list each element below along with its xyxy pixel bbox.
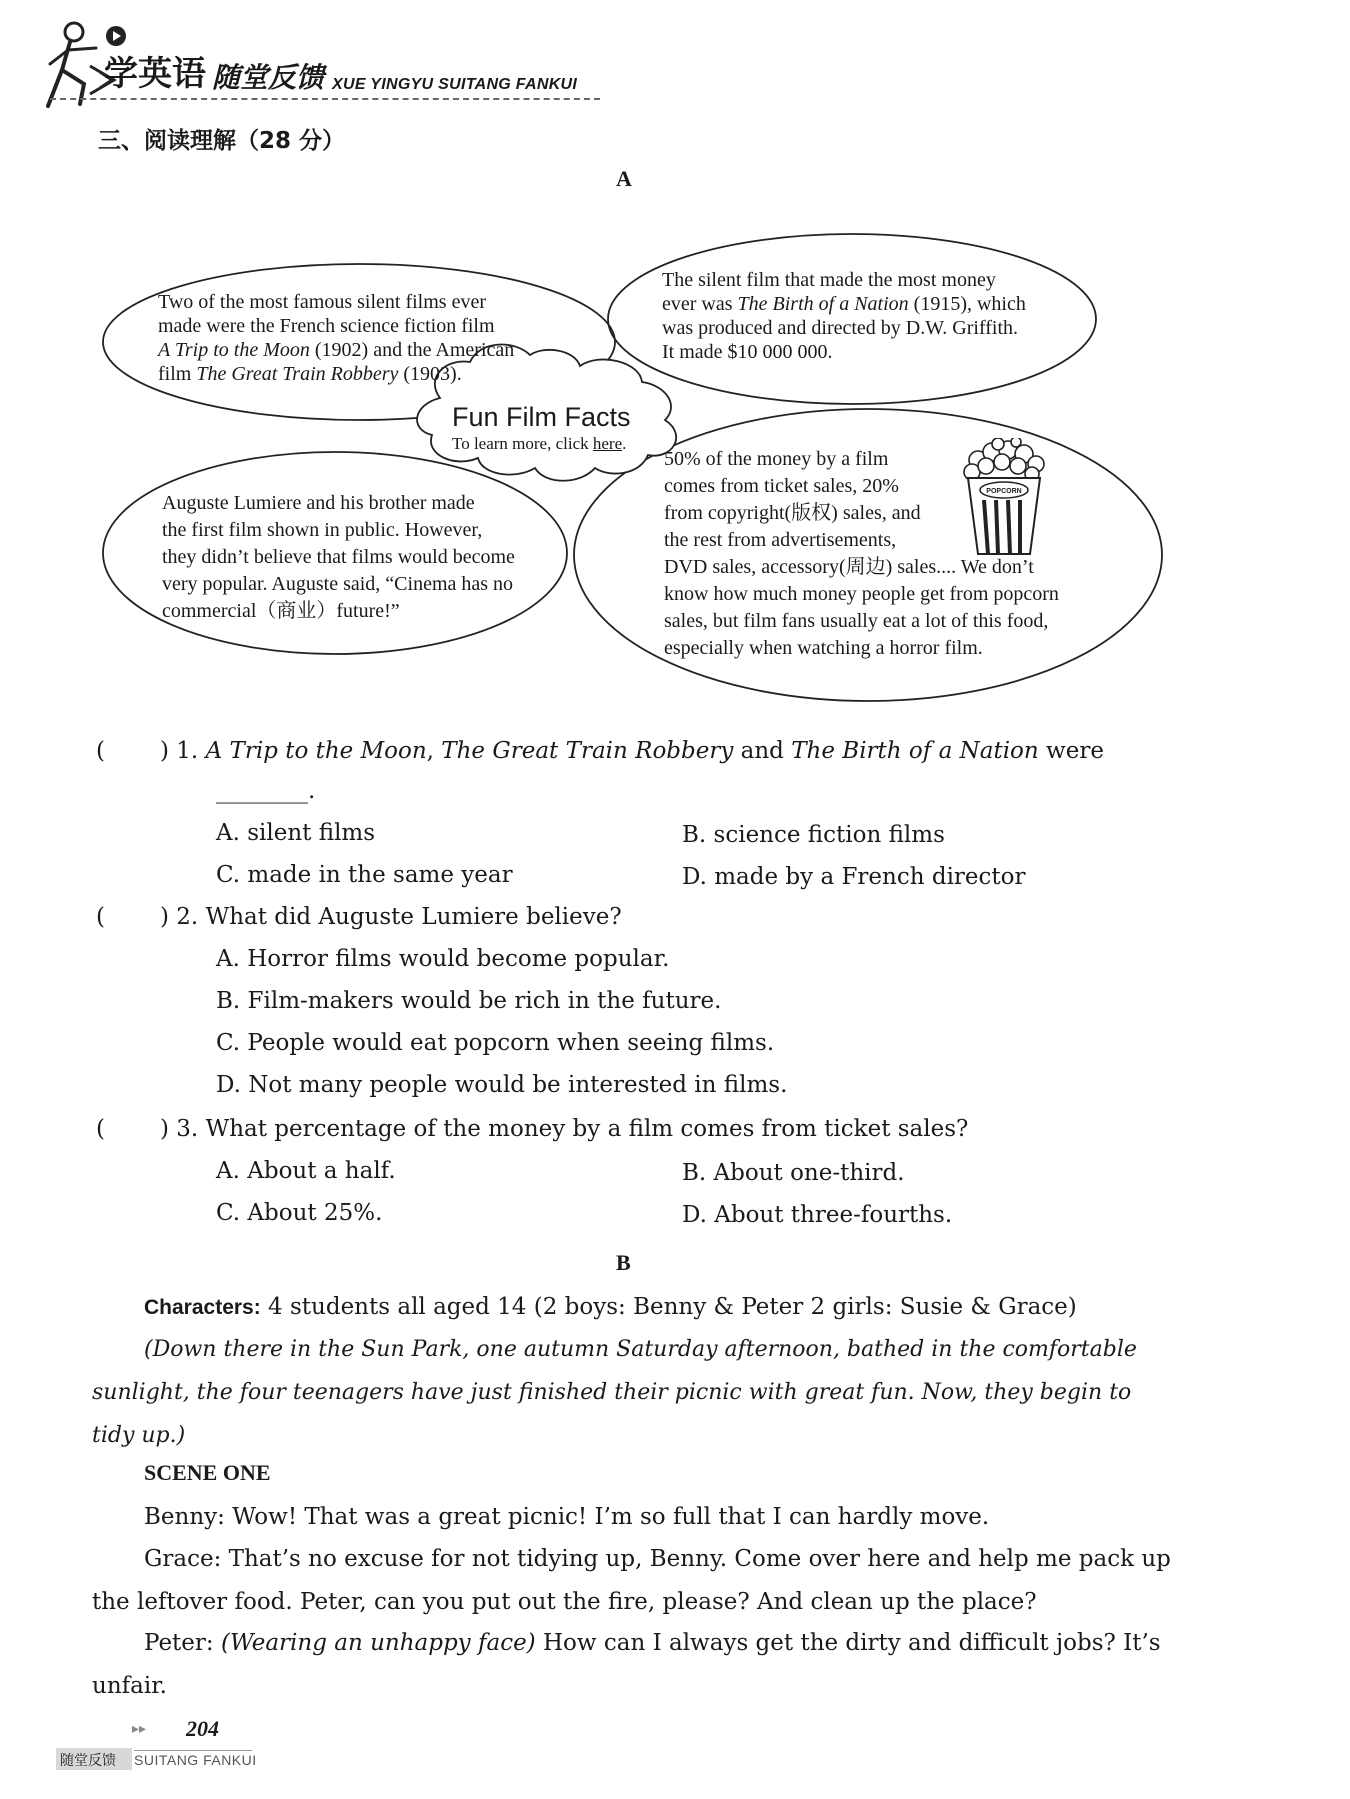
peter-line: Peter: (Wearing an unhappy face) How can I always get the dirty and difficult jobs? It’s unfair. (92, 1630, 1161, 1699)
option-1b: B. science fiction films (682, 822, 945, 848)
question-1-stem: ) 1. A Trip to the Moon, The Great Train Robbery and The Birth of a Nation were (160, 738, 1104, 764)
option-2b: B. Film-makers would be rich in the future. (216, 988, 722, 1014)
question-1-blank: ________. (216, 778, 316, 804)
page-number: 204 (186, 1716, 219, 1741)
question-number: 2. (176, 904, 199, 930)
bubble-bottom-right-line: sales, but film fans usually eat a lot of this food, (664, 610, 1049, 632)
play-icon (104, 24, 128, 48)
bubble-bottom-right-line: 50% of the money by a film (664, 448, 889, 470)
answer-bracket-open: ( (96, 738, 105, 764)
answer-bracket-close: ) (160, 738, 169, 764)
option-1a: A. silent films (216, 820, 376, 846)
stage-direction (92, 1328, 1172, 1457)
bubble-bottom-left-line: very popular. Auguste said, “Cinema has no (162, 573, 514, 595)
popcorn-label: POPCORN (986, 488, 1022, 495)
question-1 (96, 738, 105, 764)
question-number: 3. (176, 1116, 199, 1142)
benny-line: Benny: Wow! That was a great picnic! I’m so full that I can hardly move. (144, 1504, 990, 1530)
footer-line (134, 1750, 252, 1751)
stage-direction-line: (Down there in the Sun Park, one autumn Saturday afternoon, bathed in the comfortable (144, 1337, 1137, 1362)
speaker-name: Benny: (144, 1504, 225, 1530)
popcorn-icon (958, 438, 1050, 556)
header-title-cn-2: 随堂反馈 (212, 62, 325, 93)
option-3d: D. About three-fourths. (682, 1202, 953, 1228)
header-underline (50, 98, 600, 100)
bubble-bottom-left-line: Auguste Lumiere and his brother made (162, 492, 475, 514)
cloud-subtitle: To learn more, click here. (452, 434, 627, 453)
bubble-top-left-line: A Trip to the Moon (1902) and the American (158, 339, 515, 361)
answer-bracket-open: ( (96, 904, 105, 930)
bubble-top-right-line: was produced and directed by D.W. Griffith. (662, 317, 1019, 339)
bubble-bottom-right-line: know how much money people get from popcorn (664, 583, 1059, 605)
scene-heading: SCENE ONE (144, 1460, 271, 1485)
header-pinyin: XUE YINGYU SUITANG FANKUI (332, 76, 578, 93)
footer-label-pinyin: SUITANG FANKUI (134, 1752, 257, 1768)
question-3 (96, 1116, 105, 1142)
bubble-top-right-line: The silent film that made the most money (662, 269, 996, 291)
bubble-bottom-right-line: the rest from advertisements, (664, 529, 897, 551)
bubble-bottom-left (162, 490, 515, 625)
option-2a: A. Horror films would become popular. (216, 946, 670, 972)
bubble-bottom-right-line: from copyright(版权) sales, and (664, 502, 921, 524)
option-2c: C. People would eat popcorn when seeing films. (216, 1030, 775, 1056)
bubble-top-left-line: film The Great Train Robbery (1903). (158, 363, 462, 385)
learn-more-link[interactable]: here (592, 434, 623, 453)
option-1c: C. made in the same year (216, 862, 513, 888)
bubble-bottom-left-line: they didn’t believe that films would become (162, 546, 515, 568)
question-number: 1. (176, 738, 199, 764)
bubble-top-left (158, 290, 514, 386)
answer-bracket-close: ) (160, 904, 169, 930)
passage-a-label: A (616, 166, 632, 191)
bubble-top-left-line: Two of the most famous silent films ever (158, 291, 486, 313)
option-3c: C. About 25%. (216, 1200, 383, 1226)
footer-arrows: ▸▸ (132, 1720, 147, 1736)
section-title: 三、阅读理解（28 分） (98, 128, 346, 154)
speaker-name: Grace: (144, 1546, 222, 1572)
passage-b-label: B (616, 1250, 631, 1275)
footer-label-cn: 随堂反馈 (60, 1752, 116, 1768)
answer-bracket-close: ) (160, 1116, 169, 1142)
grace-line: Grace: That’s no excuse for not tidying up, Benny. Come over here and help me pack up the leftover food. Peter, can you put out the fire, please? And clean up the place? (92, 1546, 1171, 1615)
bubble-bottom-left-line: commercial（商业）future!” (162, 600, 400, 622)
question-2-stem: ) 2. What did Auguste Lumiere believe? (160, 904, 622, 930)
bubble-top-left-line: made were the French science fiction film (158, 315, 495, 337)
characters-line: Characters: 4 students all aged 14 (2 boys: Benny & Peter 2 girls: Susie & Grace) (144, 1294, 1077, 1320)
option-1d: D. made by a French director (682, 864, 1026, 890)
question-3-stem: ) 3. What percentage of the money by a film comes from ticket sales? (160, 1116, 969, 1142)
stage-direction-line: tidy up.) (92, 1423, 186, 1448)
option-2d: D. Not many people would be interested in films. (216, 1072, 788, 1098)
bubble-bottom-left-line: the first film shown in public. However, (162, 519, 483, 541)
speaker-name: Peter: (144, 1630, 214, 1656)
bubble-bottom-right-line: comes from ticket sales, 20% (664, 475, 899, 497)
option-3a: A. About a half. (216, 1158, 396, 1184)
answer-bracket-open: ( (96, 1116, 105, 1142)
bubble-top-right-line: It made $10 000 000. (662, 341, 833, 363)
cloud-title: Fun Film Facts (452, 402, 631, 432)
question-2 (96, 904, 105, 930)
option-3b: B. About one-third. (682, 1160, 905, 1186)
bubble-top-right-line: ever was The Birth of a Nation (1915), which (662, 293, 1026, 315)
header-title-cn: 学英语 (104, 55, 206, 93)
stage-direction-line: sunlight, the four teenagers have just finished their picnic with great fun. Now, they begin to (92, 1380, 1132, 1405)
bubble-bottom-right-line: especially when watching a horror film. (664, 637, 983, 659)
header (0, 0, 1350, 120)
bubble-bottom-right-line: DVD sales, accessory(周边) sales.... We don’t (664, 556, 1034, 578)
bubble-top-right (662, 268, 1026, 364)
